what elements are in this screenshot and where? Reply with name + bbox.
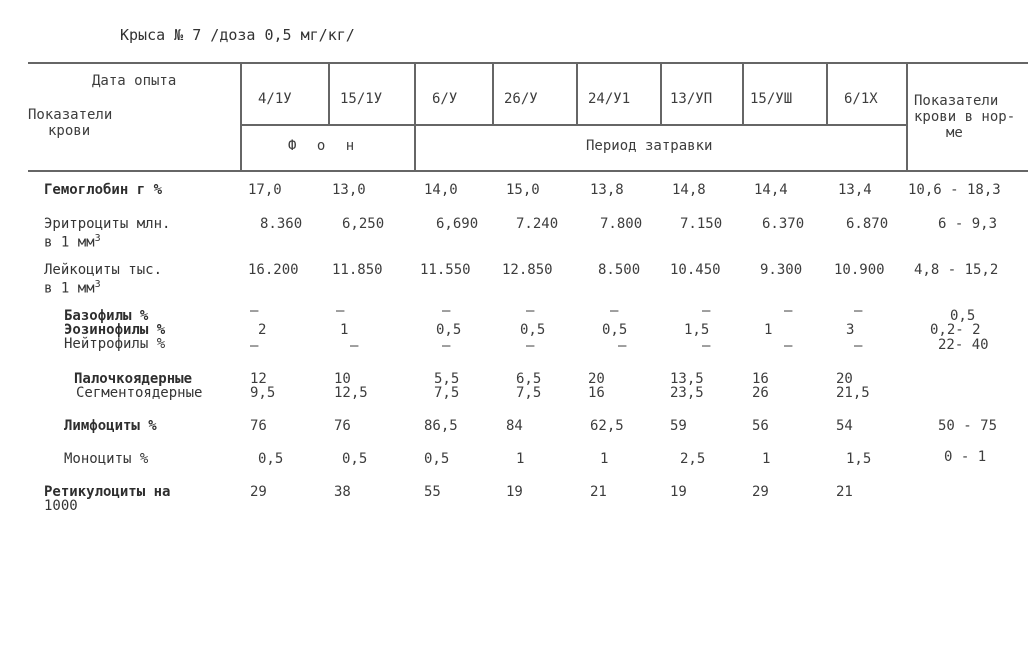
header-blood-label: крови [48, 123, 91, 139]
header-date-label: Дата опыта [92, 73, 177, 89]
date-divider [660, 63, 662, 125]
value-cell: 86,5 [424, 418, 458, 434]
row-label-monocytes: Моноциты % [64, 451, 149, 467]
value-cell: 1,5 [846, 451, 872, 467]
dash-basophils: – [610, 303, 619, 319]
value-cell: 26 [752, 385, 769, 401]
unit-superscript: 3 [94, 279, 101, 290]
dash-basophils: – [702, 303, 711, 319]
value-cell: 38 [334, 484, 351, 500]
value-cell: 1 [600, 451, 609, 467]
value-cell: 0,5 [436, 322, 462, 338]
norm-cell: 22- 40 [938, 337, 989, 353]
dash-neutrophils: – [854, 338, 863, 354]
header-bottom-rule [28, 170, 1028, 172]
value-cell: 13,5 [670, 371, 704, 387]
value-cell: 76 [334, 418, 351, 434]
value-cell: 1 [762, 451, 771, 467]
value-cell: 56 [752, 418, 769, 434]
dash-basophils: – [784, 303, 793, 319]
value-cell: 14,8 [672, 182, 706, 198]
value-cell: 1 [340, 322, 349, 338]
value-cell: 1 [764, 322, 773, 338]
header-date: 6/1Х [844, 91, 878, 107]
value-cell: 13,4 [838, 182, 872, 198]
value-cell: 0,5 [258, 451, 284, 467]
header-date: 15/1У [340, 91, 383, 107]
norm-cell: 0 - 1 [944, 449, 987, 465]
row-label-leukocytes: Лейкоциты тыс. [44, 262, 163, 278]
value-cell: 3 [846, 322, 855, 338]
unit-text: в 1 мм [44, 280, 95, 297]
norm-cell: 10,6 - 18,3 [908, 182, 1001, 198]
header-date: 24/У1 [588, 91, 631, 107]
value-cell: 16 [588, 385, 605, 401]
value-cell: 1,5 [684, 322, 710, 338]
col-divider-label [240, 63, 242, 171]
value-cell: 55 [424, 484, 441, 500]
row-label-lymphocytes: Лимфоциты % [64, 418, 157, 434]
row-label-eosinophils: Эозинофилы % [64, 322, 166, 338]
dash-neutrophils: – [250, 338, 259, 354]
row-label-segmented: Сегментоядерные [76, 385, 203, 401]
header-date: 13/УП [670, 91, 713, 107]
value-cell: 14,0 [424, 182, 458, 198]
value-cell: 6.870 [846, 216, 889, 232]
value-cell: 0,5 [520, 322, 546, 338]
value-cell: 8.360 [260, 216, 303, 232]
value-cell: 10.450 [670, 262, 721, 278]
header-norm: крови в нор- [914, 109, 1016, 125]
header-indicators-label: Показатели [28, 107, 113, 123]
value-cell: 13,0 [332, 182, 366, 198]
group-exposure-period: Период затравки [586, 138, 713, 154]
value-cell: 9.300 [760, 262, 803, 278]
value-cell: 7.800 [600, 216, 643, 232]
row-label-leukocytes-unit [44, 277, 101, 297]
norm-cell: 0,2- 2 [930, 322, 981, 338]
date-divider [742, 63, 744, 125]
norm-cell: 4,8 - 15,2 [914, 262, 999, 278]
date-divider [826, 63, 828, 125]
table-top-rule [28, 62, 1028, 64]
value-cell: 12.850 [502, 262, 553, 278]
value-cell: 6,5 [516, 371, 542, 387]
value-cell: 62,5 [590, 418, 624, 434]
value-cell: 9,5 [250, 385, 276, 401]
value-cell: 19 [506, 484, 523, 500]
header-mid-rule [240, 124, 906, 126]
value-cell: 21 [590, 484, 607, 500]
value-cell: 14,4 [754, 182, 788, 198]
dash-basophils: – [854, 303, 863, 319]
row-label-basophils: Базофилы % [64, 308, 149, 324]
value-cell: 5,5 [434, 371, 460, 387]
value-cell: 7,5 [516, 385, 542, 401]
value-cell: 11.550 [420, 262, 471, 278]
value-cell: 10.900 [834, 262, 885, 278]
dash-basophils: – [336, 303, 345, 319]
value-cell: 7.240 [516, 216, 559, 232]
dash-neutrophils: – [784, 338, 793, 354]
header-date: 26/У [504, 91, 538, 107]
header-date: 4/1У [258, 91, 292, 107]
row-label-band: Палочкоядерные [74, 371, 193, 387]
dash-basophils: – [442, 303, 451, 319]
header-norm: ме [946, 125, 963, 141]
dash-neutrophils: – [526, 338, 535, 354]
norm-cell: 0,5 [950, 308, 976, 324]
row-label-reticulocytes: Ретикулоциты на [44, 484, 171, 500]
value-cell: 6,690 [436, 216, 479, 232]
header-date: 6/У [432, 91, 458, 107]
value-cell: 2,5 [680, 451, 706, 467]
value-cell: 0,5 [602, 322, 628, 338]
value-cell: 29 [250, 484, 267, 500]
dash-basophils: – [250, 303, 259, 319]
group-background: Ф о н [288, 138, 361, 154]
row-label-erythrocytes: Эритроциты млн. [44, 216, 171, 232]
value-cell: 6.370 [762, 216, 805, 232]
row-label-erythrocytes-unit [44, 231, 101, 251]
value-cell: 7,5 [434, 385, 460, 401]
norm-cell: 50 - 75 [938, 418, 998, 434]
value-cell: 23,5 [670, 385, 704, 401]
value-cell: 84 [506, 418, 523, 434]
row-label-reticulocytes-unit: 1000 [44, 498, 78, 514]
value-cell: 8.500 [598, 262, 641, 278]
value-cell: 21 [836, 484, 853, 500]
value-cell: 21,5 [836, 385, 870, 401]
norm-cell: 6 - 9,3 [938, 216, 998, 232]
value-cell: 2 [258, 322, 267, 338]
value-cell: 10 [334, 371, 351, 387]
dash-neutrophils: – [702, 338, 711, 354]
date-divider [328, 63, 330, 125]
header-date: 15/УШ [750, 91, 793, 107]
value-cell: 29 [752, 484, 769, 500]
dash-basophils: – [526, 303, 535, 319]
unit-text: в 1 мм [44, 234, 95, 251]
unit-superscript: 3 [94, 233, 101, 244]
value-cell: 13,8 [590, 182, 624, 198]
dash-neutrophils: – [442, 338, 451, 354]
value-cell: 0,5 [342, 451, 368, 467]
value-cell: 1 [516, 451, 525, 467]
value-cell: 20 [836, 371, 853, 387]
value-cell: 12 [250, 371, 267, 387]
value-cell: 59 [670, 418, 687, 434]
page-title: Крыса № 7 /доза 0,5 мг/кг/ [120, 26, 355, 44]
row-label-hemoglobin: Гемоглобин г % [44, 182, 163, 198]
value-cell: 16.200 [248, 262, 299, 278]
value-cell: 11.850 [332, 262, 383, 278]
value-cell: 20 [588, 371, 605, 387]
value-cell: 17,0 [248, 182, 282, 198]
date-divider [492, 63, 494, 125]
col-divider-fon [414, 63, 416, 171]
row-label-neutrophils: Нейтрофилы % [64, 336, 166, 352]
dash-neutrophils: – [350, 338, 359, 354]
header-norm: Показатели [914, 93, 999, 109]
value-cell: 12,5 [334, 385, 368, 401]
value-cell: 76 [250, 418, 267, 434]
value-cell: 15,0 [506, 182, 540, 198]
value-cell: 54 [836, 418, 853, 434]
date-divider [576, 63, 578, 125]
value-cell: 6,250 [342, 216, 385, 232]
value-cell: 7.150 [680, 216, 723, 232]
value-cell: 16 [752, 371, 769, 387]
value-cell: 19 [670, 484, 687, 500]
value-cell: 0,5 [424, 451, 450, 467]
col-divider-norm [906, 63, 908, 171]
dash-neutrophils: – [618, 338, 627, 354]
